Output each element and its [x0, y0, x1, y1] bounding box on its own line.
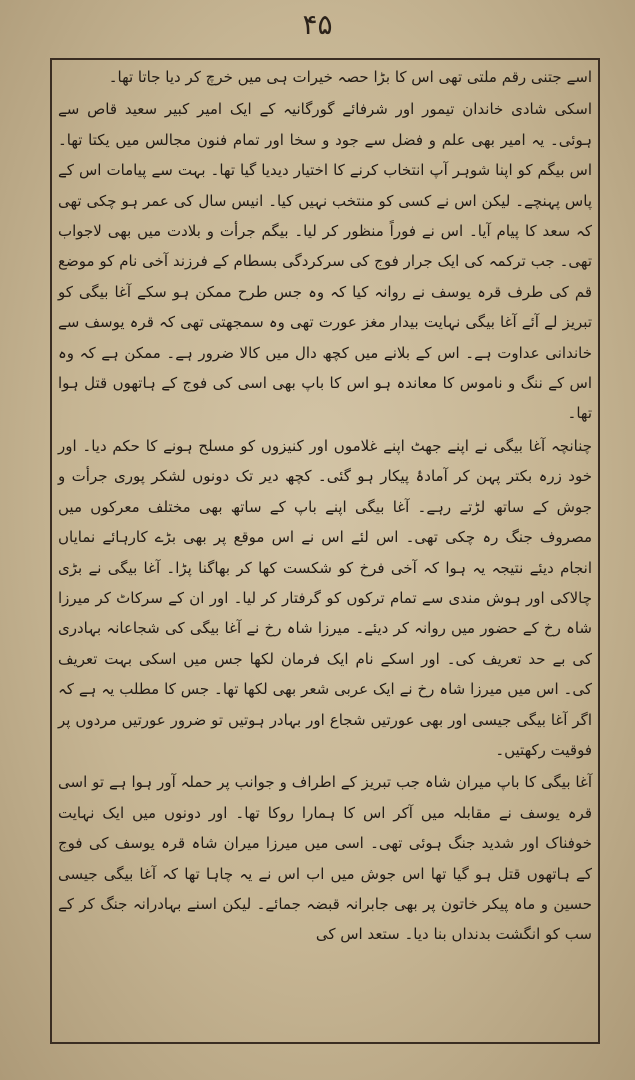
paragraph-3: چنانچہ آغا بیگی نے اپنے جھٹ اپنے غلاموں اور کنیزوں کو مسلح ہونے کا حکم دیا۔ اور خود زرہ بکتر پہن کر آمادۂ پیکار ہو گئی۔ کچھ دیر تک دونوں لشکر پوری جرأت و جوش کے ساتھ لڑتے رہے۔ آغا بیگی اپنے باپ کے ساتھ بھی مختلف معرکوں میں مصروف جنگ رہ چکی تھی۔ اس لئے اس نے اس موقع پر بھی بڑے کارہائے نمایاں انجام دیئے نتیجہ یہ ہوا کہ آخی فرخ کو شکست کھا کر بھاگنا پڑا۔ آغا بیگی نے بڑی چالاکی اور ہوش مندی سے تمام ترکوں کو گرفتار کر لیا۔ اور ان کے سرکاٹ کر میرزا شاہ رخ کے حضور میں روانہ کر دیئے۔ میرزا شاہ رخ نے آغا بیگی کی شجاعانہ بہادری کی بے حد تعریف کی۔ اور اسکے نام ایک فرمان لکھا جس میں اسکی بہت تعریف کی۔ اس میں میرزا شاہ رخ نے ایک عربی شعر بھی لکھا تھا۔ جس کا مطلب یہ ہے کہ اگر آغا بیگی جیسی اور بھی عورتیں شجاع اور بہادر ہوتیں تو ضرور عورتیں مردوں پر فوقیت رکھتیں۔ [58, 436, 592, 759]
body-text [58, 62, 592, 950]
paragraph-4: آغا بیگی کا باپ میران شاہ جب تبریز کے اطراف و جوانب پر حملہ آور ہوا ہے تو اسی قرہ یوسف نے مقابلہ میں آکر اس کا ہمارا روکا تھا۔ اور دونوں میں ایک نہایت خوفناک اور شدید جنگ ہوئی تھی۔ اسی میں میرزا میران شاہ قرہ یوسف کی فوج کے ہاتھوں قتل ہو گیا تھا اس جوش میں اب اس نے یہ چاہا تھا کہ آغا بیگی جیسی حسین و ماہ پیکر خاتون پر بھی جابرانہ قبضہ جمائے۔ لیکن اسنے بہادرانہ جنگ کر کے سب کو انگشت بدنداں بنا دیا۔ ستعد اس کی [58, 773, 592, 944]
paragraph-2: اسکی شادی خاندان تیمور اور شرفائے گورگانیہ کے ایک امیر کبیر سعید قاص سے ہوئی۔ یہ امیر بھی علم و فضل سے جود و سخا اور تمام فنون مجالس میں یکتا تھا۔ اس بیگم کو اپنا شوہر آپ انتخاب کرنے کا اختیار دیدیا گیا تھا۔ بہت سے پیامات اس کے پاس پہنچے۔ لیکن اس نے کسی کو منتخب نہیں کیا۔ انیس سال کی عمر ہو چکی تھی کہ سعد کا پیام آیا۔ اس نے فوراً منظور کر لیا۔ بیگم جرأت و بلادت میں بھی لاجواب تھی۔ جب ترکمہ کی ایک جرار فوج کی سرکردگی بسطام کے فرزند آخی نام کو موضع قم کی طرف قرہ یوسف نے روانہ کیا کہ وہ جس طرح ممکن ہو سکے آغا بیگی کو تبریز لے آئے آغا بیگی نہایت بیدار مغز عورت تھی وہ سمجھتی تھی کہ قرہ یوسف سے خاندانی عداوت ہے۔ اس کے بلانے میں کچھ دال میں کالا ضرور ہے۔ ممکن ہے کہ وہ اس کے ننگ و ناموس کا معاندہ ہو اس کا باپ بھی اسی کی فوج کے ہاتھوں قتل ہوا تھا۔ [58, 100, 592, 423]
page-number: ۴۵ [302, 8, 333, 41]
paragraph-1: اسے جتنی رقم ملتی تھی اس کا بڑا حصہ خیرات ہی میں خرچ کر دیا جاتا تھا۔ [108, 68, 592, 86]
